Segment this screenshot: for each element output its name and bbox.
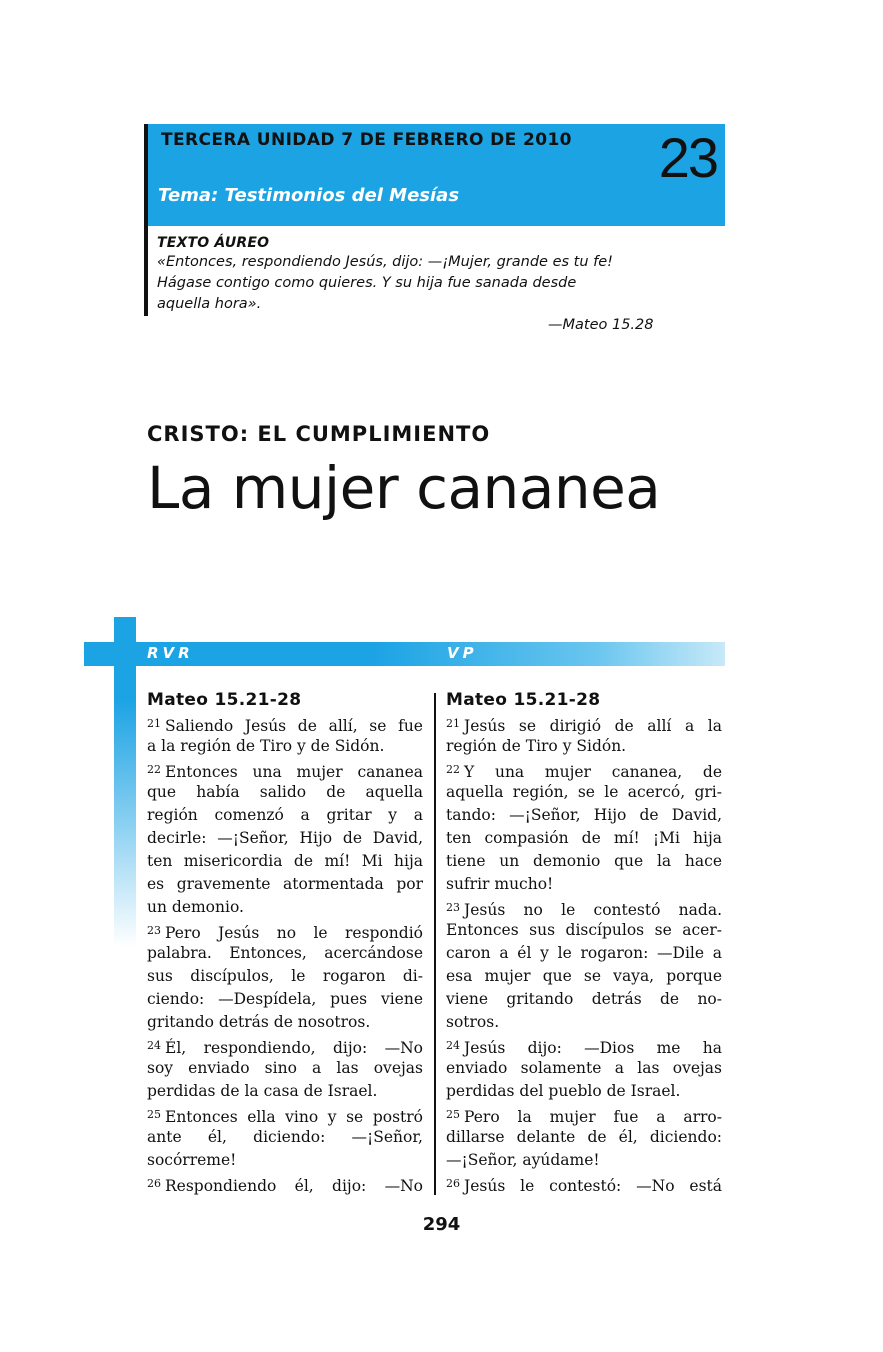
verse-text: que había salido de aquella (147, 783, 423, 801)
verse-line (446, 1103, 722, 1126)
verse-text: ten compasión de mí! ¡Mi hija (446, 829, 722, 847)
verse-text: tando: —¡Señor, Hijo de David, (446, 806, 722, 824)
verse-line (147, 1126, 423, 1149)
verse-line (446, 1080, 722, 1103)
verse-text: tiene un demonio que la hace (446, 852, 722, 870)
verse-text: ciendo: —Despídela, pues viene (147, 990, 423, 1008)
verse-text: viene gritando detrás de no- (446, 990, 722, 1008)
verse-text: Jesús le contestó: —No está (464, 1177, 722, 1195)
rvr-column (147, 688, 423, 1195)
cross-decoration (114, 617, 136, 947)
verse-line (147, 735, 423, 758)
verse-number: 21 (446, 717, 460, 730)
verse-text: —¡Señor, ayúdame! (446, 1151, 600, 1169)
verse-number: 24 (446, 1039, 460, 1052)
verse-line (147, 712, 423, 735)
verse-text: ten misericordia de mí! Mi hija (147, 852, 423, 870)
verse-text: sus discípulos, le rogaron di- (147, 967, 423, 985)
version-label-rvr: RVR (147, 644, 194, 662)
verse-line (147, 1057, 423, 1080)
verse-text: dillarse delante de él, diciendo: (446, 1128, 722, 1146)
verse-text: soy enviado sino a las ovejas (147, 1059, 423, 1077)
lesson-subtitle: CRISTO: EL CUMPLIMIENTO (147, 422, 491, 446)
verse-line (147, 1080, 423, 1103)
verse-text: región comenzó a gritar y a (147, 806, 423, 824)
vp-passage-reference: Mateo 15.21-28 (446, 690, 601, 710)
verse-text: palabra. Entonces, acercándose (147, 944, 423, 962)
verse-text: perdidas del pueblo de Israel. (446, 1082, 681, 1100)
verse-line (147, 758, 423, 781)
verse-text: Pero la mujer fue a arro- (464, 1108, 722, 1126)
verse-line (446, 942, 722, 965)
verse-line (147, 965, 423, 988)
verse-text: Pero Jesús no le respondió (165, 924, 423, 942)
golden-text-line-end: aquella hora». (157, 296, 262, 312)
verse-text: Jesús no le contestó nada. (464, 901, 722, 919)
verse-number: 26 (147, 1177, 161, 1190)
lesson-header (144, 124, 725, 226)
verse-text: socórreme! (147, 1151, 237, 1169)
verse-line (147, 804, 423, 827)
verse-line (147, 919, 423, 942)
verse-text: ante él, diciendo: —¡Señor, (147, 1128, 423, 1146)
verse-number: 22 (446, 763, 460, 776)
verse-text: Saliendo Jesús de allí, se fue (165, 717, 423, 735)
lesson-theme: Tema: Testimonios del Mesías (158, 185, 460, 206)
verse-text: gritando detrás de nosotros. (147, 1013, 371, 1031)
verse-line (446, 988, 722, 1011)
verse-line (446, 804, 722, 827)
verse-line (446, 781, 722, 804)
verse-text: sotros. (446, 1013, 500, 1031)
verse-line (446, 1172, 722, 1195)
verse-line (147, 988, 423, 1011)
verse-text: región de Tiro y Sidón. (446, 737, 627, 755)
verse-number: 23 (147, 924, 161, 937)
verse-line (446, 1057, 722, 1080)
verse-text: es gravemente atormentada por (147, 875, 423, 893)
golden-text-body (157, 252, 704, 333)
verse-line (446, 1149, 722, 1172)
verse-line (446, 850, 722, 873)
verse-line (446, 758, 722, 781)
verse-text: perdidas de la casa de Israel. (147, 1082, 378, 1100)
rvr-passage-reference: Mateo 15.21-28 (147, 690, 302, 710)
rvr-verses (147, 712, 423, 1195)
verse-line (147, 1149, 423, 1172)
verse-text: Él, respondiendo, dijo: —No (165, 1039, 423, 1057)
verse-line (147, 896, 423, 919)
lesson-number: 23 (658, 126, 717, 189)
verse-number: 26 (446, 1177, 460, 1190)
verse-line (147, 1011, 423, 1034)
verse-text: Respondiendo él, dijo: —No (165, 1177, 423, 1195)
version-label-vp: VP (447, 644, 478, 662)
page-number: 294 (422, 1214, 461, 1235)
verse-line (446, 735, 722, 758)
verse-line (446, 1126, 722, 1149)
verse-line (147, 850, 423, 873)
golden-text-line: Hágase contigo como quieres. Y su hija fue sanada desde (157, 275, 577, 291)
verse-text: Y una mujer cananea, de (464, 763, 722, 781)
verse-line (446, 1011, 722, 1034)
verse-line (147, 1103, 423, 1126)
verse-number: 23 (446, 901, 460, 914)
verse-text: un demonio. (147, 898, 244, 916)
verse-text: Entonces sus discípulos se acer- (446, 921, 722, 939)
column-divider (434, 693, 436, 1195)
verse-line (446, 712, 722, 735)
verse-line (147, 1172, 423, 1195)
verse-text: enviado solamente a las ovejas (446, 1059, 722, 1077)
verse-text: aquella región, se le acercó, gri- (446, 783, 722, 801)
verse-line (147, 1034, 423, 1057)
golden-text-heading: TEXTO ÁUREO (157, 235, 270, 251)
verse-text: decirle: —¡Señor, Hijo de David, (147, 829, 423, 847)
golden-text-box (144, 226, 704, 333)
verse-line (147, 827, 423, 850)
verse-text: caron a él y le rogaron: —Dile a (446, 944, 722, 962)
page-title: La mujer cananea (147, 454, 661, 522)
verse-line (147, 781, 423, 804)
verse-text: a la región de Tiro y de Sidón. (147, 737, 385, 755)
verse-number: 25 (446, 1108, 460, 1121)
vp-verses (446, 712, 722, 1195)
verse-number: 25 (147, 1108, 161, 1121)
unit-date: TERCERA UNIDAD 7 DE FEBRERO DE 2010 (161, 130, 572, 150)
verse-number: 22 (147, 763, 161, 776)
verse-text: Entonces ella vino y se postró (165, 1108, 423, 1126)
verse-line (446, 919, 722, 942)
verse-number: 21 (147, 717, 161, 730)
verse-line (446, 827, 722, 850)
verse-line (446, 896, 722, 919)
verse-line (446, 873, 722, 896)
verse-line (446, 1034, 722, 1057)
verse-line (147, 942, 423, 965)
verse-number: 24 (147, 1039, 161, 1052)
golden-text-reference: —Mateo 15.28 (548, 317, 654, 333)
verse-text: Jesús dijo: —Dios me ha (464, 1039, 722, 1057)
golden-text-line: «Entonces, respondiendo Jesús, dijo: —¡Mujer, grande es tu fe! (157, 254, 613, 270)
vp-column (446, 688, 722, 1195)
verse-text: esa mujer que se vaya, porque (446, 967, 722, 985)
verse-line (147, 873, 423, 896)
verse-text: sufrir mucho! (446, 875, 554, 893)
verse-text: Entonces una mujer cananea (165, 763, 423, 781)
verse-line (446, 965, 722, 988)
golden-text-line (157, 294, 704, 333)
verse-text: Jesús se dirigió de allí a la (464, 717, 722, 735)
